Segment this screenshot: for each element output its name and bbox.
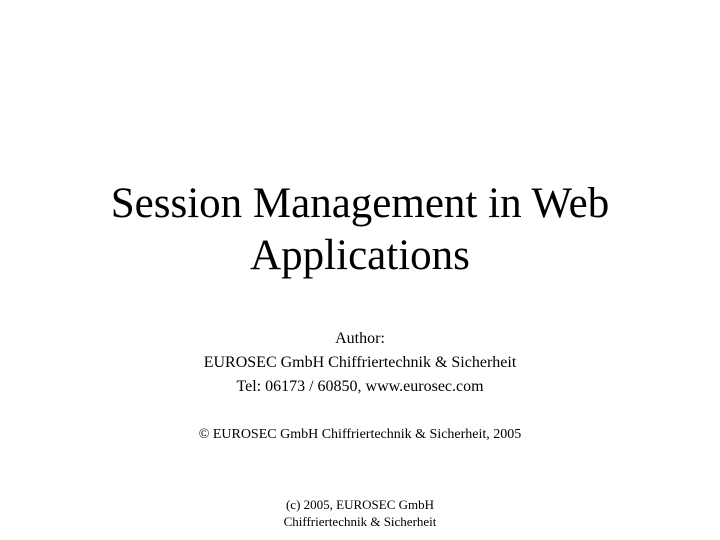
author-label: Author: bbox=[335, 330, 385, 347]
author-contact: Tel: 06173 / 60850, www.eurosec.com bbox=[236, 378, 484, 395]
slide-title-line-2: Applications bbox=[250, 232, 470, 279]
author-block bbox=[60, 327, 660, 399]
footer-line-2: Chiffriertechnik & Sicherheit bbox=[283, 514, 437, 529]
author-company: EUROSEC GmbH Chiffriertechnik & Sicherheit bbox=[203, 354, 517, 371]
slide-title bbox=[40, 178, 680, 282]
slide-title-line-1: Session Management in Web bbox=[110, 180, 610, 227]
copyright-notice: © EUROSEC GmbH Chiffriertechnik & Sicherheit, 2005 bbox=[198, 427, 522, 442]
footer-line-1: (c) 2005, EUROSEC GmbH bbox=[285, 497, 435, 512]
slide-footer bbox=[160, 496, 560, 530]
